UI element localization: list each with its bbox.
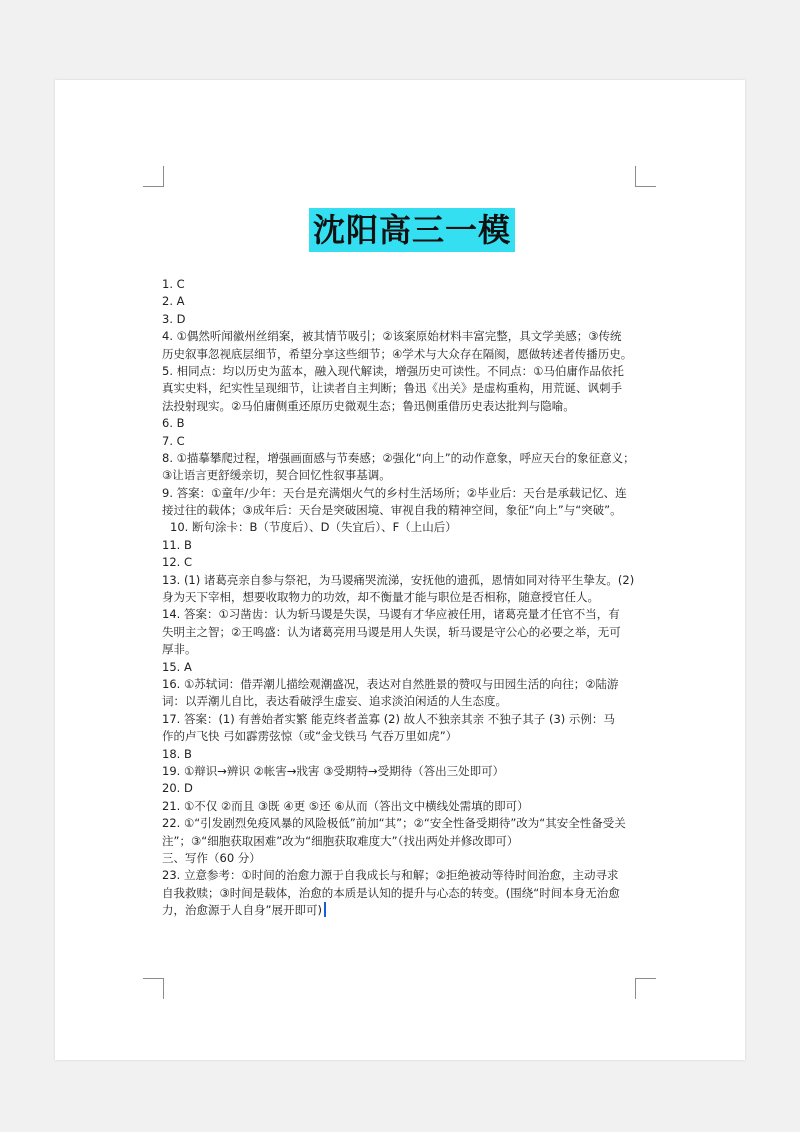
crop-mark-bottom-left: [143, 978, 164, 999]
text-line[interactable]: 12. C: [162, 555, 192, 570]
text-line[interactable]: 19. ①辩识→辨识 ②帐害→戕害 ③受期特→受期待（答出三处即可）: [162, 763, 505, 778]
text-line[interactable]: 18. B: [162, 746, 192, 761]
text-line[interactable]: 5. 相同点：均以历史为蓝本，融入现代解读，增强历史可读性。不同点：①马伯庸作品依托: [162, 363, 624, 378]
text-line[interactable]: 10. 断句涂卡：B（节度后）、D（失宜后）、F（上山后）: [170, 520, 457, 535]
text-line-last[interactable]: [162, 902, 642, 919]
text-line[interactable]: 注”；③“细胞获取困难”改为“细胞获取难度大”（找出两处并修改即可）: [162, 833, 519, 848]
text-line[interactable]: 词：以弄潮儿自比，表达看破浮生虚妄、追求淡泊闲适的人生态度。: [162, 694, 507, 709]
text-line[interactable]: 9. 答案：①童年/少年：天台是充满烟火气的乡村生活场所；②毕业后：天台是承载记忆、连: [162, 485, 627, 500]
text-line[interactable]: 真实史料，纪实性呈现细节，让读者自主判断；鲁迅《出关》是虚构重构，用荒诞、讽刺手: [162, 381, 622, 396]
text-line[interactable]: 22. ①“引发剧烈免疫风暴的风险极低”前加“其”；②“安全性备受期待”改为“其安全性备受关: [162, 816, 626, 831]
text-line[interactable]: 力，治愈源于人自身”展开即可): [162, 903, 322, 918]
text-line[interactable]: 三、写作（60 分）: [162, 850, 261, 865]
text-line[interactable]: 2. A: [162, 294, 185, 309]
text-line[interactable]: 23. 立意参考：①时间的治愈力源于自我成长与和解；②拒绝被动等待时间治愈，主动寻求: [162, 868, 619, 883]
text-line[interactable]: 3. D: [162, 311, 186, 326]
document-body[interactable]: [162, 276, 642, 919]
text-line[interactable]: 21. ①不仅 ②而且 ③既 ④更 ⑤还 ⑥从而（答出文中横线处需填的即可）: [162, 798, 529, 813]
text-line[interactable]: 17. 答案：(1) 有善始者实繁 能克终者盖寡 (2) 故人不独亲其亲 不独子其子 (3) 示例：马: [162, 711, 615, 726]
text-line[interactable]: 自我救赎；③时间是载体，治愈的本质是认知的提升与心态的转变。(围绕“时间本身无治愈: [162, 885, 620, 900]
text-line[interactable]: ③让语言更舒缓亲切，契合回忆性叙事基调。: [162, 468, 391, 483]
text-line[interactable]: 13. (1) 诸葛亮亲自参与祭祀，为马谡痛哭流涕，安抚他的遗孤，恩情如同对待平生挚友。(2): [162, 572, 635, 587]
text-line[interactable]: 16. ①苏轼词：借弄潮儿描绘观潮盛况，表达对自然胜景的赞叹与田园生活的向往；②陆游: [162, 676, 619, 691]
crop-mark-bottom-right: [635, 978, 656, 999]
crop-mark-top-right: [635, 166, 656, 187]
crop-mark-top-left: [143, 166, 164, 187]
text-line[interactable]: 接过往的载体；③成年后：天台是突破困境、审视自我的精神空间，象征“向上”与“突破”。: [162, 503, 622, 518]
text-line[interactable]: 失明主之智；②王鸣盛：认为诸葛亮用马谡是用人失误，斩马谡是守公心的必要之举，无可: [162, 624, 621, 639]
text-cursor: [324, 902, 326, 917]
document-title[interactable]: 沈阳高三一模: [309, 208, 515, 252]
text-line[interactable]: 6. B: [162, 416, 185, 431]
text-line[interactable]: 1. C: [162, 277, 185, 291]
text-line[interactable]: 20. D: [162, 781, 193, 796]
text-line[interactable]: 厚非。: [162, 642, 197, 657]
text-line[interactable]: 14. 答案：①习凿齿：认为斩马谡是失误，马谡有才华应被任用，诸葛亮量才任官不当，有: [162, 607, 620, 622]
text-line[interactable]: 历史叙事忽视底层细节，希望分享这些细节；④学术与大众存在隔阂，愿做转述者传播历史。: [162, 346, 633, 361]
text-line[interactable]: 8. ①描摹攀爬过程，增强画面感与节奏感；②强化“向上”的动作意象，呼应天台的象征意义；: [162, 450, 635, 465]
text-line[interactable]: 4. ①偶然听闻徽州丝绢案，被其情节吸引；②该案原始材料丰富完整，具文学美感；③传统: [162, 329, 622, 344]
text-line[interactable]: 7. C: [162, 433, 185, 448]
text-line[interactable]: 11. B: [162, 537, 192, 552]
text-line[interactable]: 身为天下宰相，想要收取物力的功效，却不衡量才能与职位是否相称，随意授官任人。: [162, 590, 599, 605]
text-line[interactable]: 15. A: [162, 659, 192, 674]
text-line[interactable]: 法投射现实。②马伯庸侧重还原历史微观生态；鲁迅侧重借历史表达批判与隐喻。: [162, 398, 575, 413]
text-line[interactable]: 作的卢飞快 弓如霹雳弦惊（或“金戈铁马 气吞万里如虎”）: [162, 729, 458, 744]
